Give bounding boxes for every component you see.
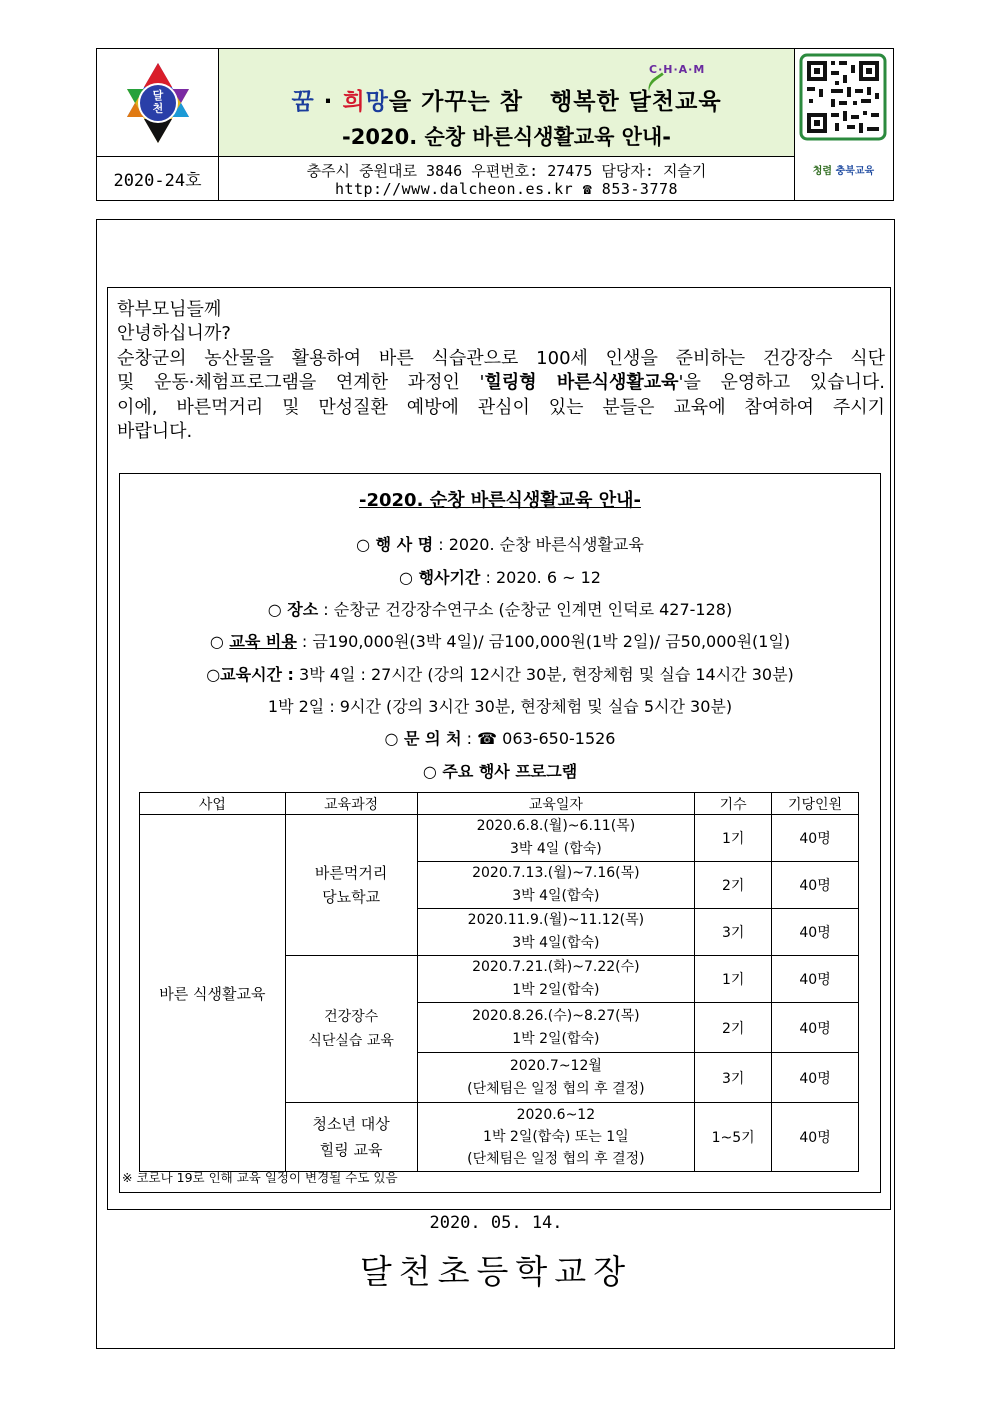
date-line-2: 1박 2일(합숙) [512,982,600,998]
notice-title-text: -2020. 순창 바른식생활교육 안내- [359,490,641,511]
date-line-1: 2020.7~12월 [509,1057,602,1074]
slogan-kkum: 꿈 [291,89,315,115]
date-line-1: 2020.7.21.(화)~7.22(수) [472,959,640,975]
header-business: 사업 [140,793,286,815]
gisu-cell: 2기 [695,862,772,909]
course-cell [285,1103,417,1172]
people-cell: 40명 [772,815,859,862]
school-logo-cell [97,49,219,157]
letter-line-2-bold: 힐링형 바른식생활교육 [484,372,679,394]
cost-line [120,629,880,652]
period-value: : 2020. 6 ~ 12 [480,568,601,587]
letter-body [117,298,885,444]
table-row [140,815,859,862]
gisu-cell: 1~5기 [695,1103,772,1172]
contact-cell [219,157,794,200]
covid-note: ※ 코로나 19로 인해 교육 일정이 변경될 수도 있음 [122,1170,398,1185]
letter-line-3: 이에, 바른먹거리 및 만성질환 예방에 관심이 있는 분들은 교육에 참여하여 주시기 [117,396,885,418]
table-header-row [140,793,859,815]
date-cell [417,1003,695,1053]
date-line-1: 2020.8.26.(수)~8.27(목) [472,1007,640,1024]
qr-caption [795,162,892,177]
course-cell [285,956,417,1103]
letter-line-2-post: '을 운영하고 있습니다. [678,372,885,394]
gisu-cell: 1기 [695,815,772,862]
header-subtitle: -2020. 순창 바른식생활교육 안내- [342,125,671,149]
program-table [139,792,859,1172]
date-cell [417,1103,695,1172]
date-line-1: 2020.6.8.(월)~6.11(목) [476,818,636,834]
date-line-2: 1박 2일(합숙) 또는 1일 [483,1129,629,1145]
period-line [120,565,880,588]
notice-title [120,486,880,512]
event-name-label: ○ 행 사 명 [356,535,434,554]
place-label: ○ 장소 [267,600,319,619]
cost-label-prefix: ○ [209,632,230,651]
letter-line-2 [117,371,885,395]
logo-text: 달천 [152,89,164,115]
business-cell: 바른 식생활교육 [140,815,286,1172]
time-line-1 [120,662,880,685]
course-name-1: 청소년 대상 [312,1115,390,1133]
header-date: 교육일자 [417,793,695,815]
period-label: ○ 행사기간 [399,568,481,587]
date-line-2: (단체팀은 일정 협의 후 결정) [467,1080,645,1097]
slogan [219,83,794,116]
people-cell: 40명 [772,1103,859,1172]
issue-number: 2020-24호 [97,157,219,200]
program-label-text: ○ 주요 행사 프로그램 [422,762,578,781]
header-course: 교육과정 [285,793,417,815]
slogan-hee: 희 [342,89,366,115]
gisu-cell: 3기 [695,909,772,956]
principal-signature: 달천초등학교장 [359,1252,633,1291]
letter-greeting: 학부모님들께 [117,299,222,320]
date-line-1: 2020.6~12 [516,1107,596,1123]
date-line-2: 3박 4일 (합숙) [509,841,602,857]
contact-line [120,726,880,749]
qr-code-icon[interactable] [795,49,891,159]
course-name-2: 힐링 교육 [319,1141,383,1159]
date-line-2: 3박 4일(합숙) [512,935,600,951]
date-cell [417,862,695,909]
course-name-2: 당뇨학교 [322,888,381,906]
date-line-1: 2020.7.13.(월)~7.16(목) [472,865,640,881]
course-name-2: 식단실습 교육 [308,1033,394,1049]
qr-caption-left: 청렴 [812,166,833,177]
place-line [120,597,880,620]
date-line-2: 3박 4일(합숙) [512,888,600,904]
people-cell: 40명 [772,909,859,956]
letter-line-2-pre: 및 운동·체험프로그램을 연계한 과정인 ' [117,372,485,394]
notice-box [119,473,881,1193]
website-line[interactable]: http://www.dalcheon.es.kr ☎ 853-3778 [334,180,679,198]
people-cell: 40명 [772,956,859,1003]
header-gisu: 기수 [695,793,772,815]
time-line-2: 1박 2일 : 9시간 (강의 3시간 30분, 현장체험 및 실습 5시간 30분) [267,697,733,716]
gisu-cell: 2기 [695,1003,772,1053]
date-cell [417,815,695,862]
gisu-cell: 3기 [695,1053,772,1103]
time-label: ○교육시간 : [206,665,294,684]
issue-date: 2020. 05. 14. [429,1213,563,1233]
gisu-cell: 1기 [695,956,772,1003]
letter-line-1: 순창군의 농산물을 활용하여 바른 식습관으로 100세 인생을 준비하는 건강장수 식단 [117,347,885,369]
people-cell: 40명 [772,1003,859,1053]
course-cell [285,815,417,956]
newsletter-header [96,48,894,201]
date-line-3: (단체팀은 일정 협의 후 결정) [467,1151,645,1167]
cost-value: : 금190,000원(3박 4일)/ 금100,000원(1박 2일)/ 금50,000원(1일) [296,632,791,651]
course-name-1: 건강장수 [324,1009,379,1025]
course-name-1: 바른먹거리 [314,864,388,882]
place-value: : 순창군 건강장수연구소 (순창군 인계면 인덕로 427-128) [318,600,733,619]
event-name-value: : 2020. 순창 바른식생활교육 [433,535,644,554]
date-cell [417,1053,695,1103]
date-cell [417,909,695,956]
event-name-line [120,532,880,555]
slogan-rest: 을 가꾸는 참 행복한 달천교육 [388,89,722,115]
title-cell [219,49,794,157]
qr-caption-right: 충북교육 [835,166,875,177]
people-cell: 40명 [772,1053,859,1103]
qr-cell [794,49,892,200]
slogan-mang: 망 [365,89,389,115]
contact-value: : ☎ 063-650-1526 [461,729,616,748]
program-label [120,759,880,782]
cost-label: 교육 비용 [229,632,297,651]
time-value-1: 3박 4일 : 27시간 (강의 12시간 30분, 현장체험 및 실습 14시간 30분) [293,665,794,684]
address-line: 충주시 중원대로 3846 우편번호: 27475 담당자: 지슬기 [306,162,707,180]
people-cell: 40명 [772,862,859,909]
letter-line-4: 바랍니다. [117,421,193,443]
slogan-dot: · [323,89,334,115]
date-line-1: 2020.11.9.(월)~11.12(목) [467,912,645,928]
cham-label: C·H·A·M [649,63,706,76]
header-people: 기당인원 [772,793,859,815]
contact-label: ○ 문 의 처 [384,729,462,748]
date-cell [417,956,695,1003]
date-line-2: 1박 2일(합숙) [512,1030,600,1047]
letter-hello: 안녕하십니까? [117,323,231,345]
